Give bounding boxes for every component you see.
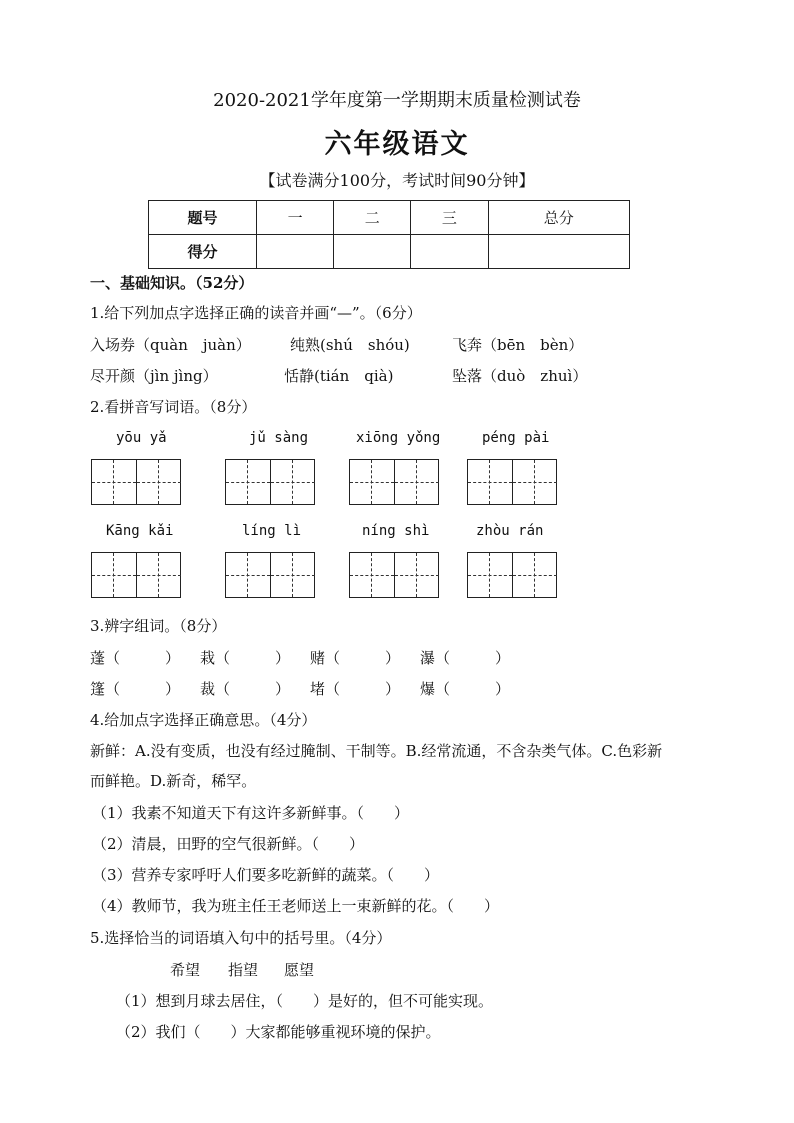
word-choice: 指望 bbox=[228, 961, 259, 979]
reading-item: 恬静(tián qià) bbox=[284, 367, 394, 385]
score-header-cell: 题号 bbox=[149, 201, 257, 235]
word-item[interactable]: 裁（ ） bbox=[200, 680, 291, 698]
score-row-label: 得分 bbox=[149, 235, 257, 269]
writing-grid[interactable] bbox=[467, 552, 557, 598]
sub-question[interactable]: （2）清晨，田野的空气很新鲜。（ ） bbox=[92, 835, 365, 853]
subject-title: 六年级语文 bbox=[324, 129, 470, 160]
score-cell[interactable] bbox=[334, 235, 411, 269]
writing-grid[interactable] bbox=[467, 459, 557, 505]
writing-grid[interactable] bbox=[349, 459, 439, 505]
word-item[interactable]: 栽（ ） bbox=[200, 649, 291, 667]
score-header-cell: 二 bbox=[334, 201, 411, 235]
score-cell[interactable] bbox=[411, 235, 488, 269]
pinyin-label: líng lì bbox=[242, 523, 302, 539]
word-item[interactable]: 蓬（ ） bbox=[90, 649, 181, 667]
section-title: 一、基础知识。（52分） bbox=[90, 274, 254, 292]
score-header-cell: 三 bbox=[411, 201, 488, 235]
pinyin-label: zhòu rán bbox=[476, 523, 544, 539]
score-table bbox=[148, 200, 630, 269]
score-header-cell: 一 bbox=[257, 201, 334, 235]
score-cell[interactable] bbox=[488, 235, 629, 269]
score-table-row bbox=[149, 235, 630, 269]
writing-grid[interactable] bbox=[91, 459, 181, 505]
pinyin-label: péng pài bbox=[482, 430, 550, 446]
score-cell[interactable] bbox=[257, 235, 334, 269]
writing-grid[interactable] bbox=[91, 552, 181, 598]
word-item[interactable]: 篷（ ） bbox=[90, 680, 181, 698]
exam-note: 【试卷满分100分，考试时间90分钟】 bbox=[259, 171, 535, 190]
reading-item: 飞奔（bēn bèn） bbox=[452, 336, 584, 354]
writing-grid[interactable] bbox=[349, 552, 439, 598]
reading-item: 坠落（duò zhuì） bbox=[452, 367, 588, 385]
pinyin-label: Kāng kǎi bbox=[106, 523, 174, 539]
question-prompt: 3.辨字组词。（8分） bbox=[90, 617, 227, 635]
sub-question[interactable]: （3）营养专家呼吁人们要多吃新鲜的蔬菜。（ ） bbox=[92, 866, 440, 884]
definition-line: 而鲜艳。D.新奇，稀罕。 bbox=[90, 772, 257, 790]
score-header-cell: 总分 bbox=[488, 201, 629, 235]
pinyin-label: yōu yǎ bbox=[116, 430, 167, 446]
word-choice: 愿望 bbox=[284, 961, 315, 979]
pinyin-label: níng shì bbox=[362, 523, 430, 539]
word-item[interactable]: 瀑（ ） bbox=[420, 649, 511, 667]
question-prompt: 4.给加点字选择正确意思。（4分） bbox=[90, 711, 317, 729]
reading-item: 入场券（quàn juàn） bbox=[90, 336, 251, 354]
question-prompt: 2.看拼音写词语。（8分） bbox=[90, 398, 257, 416]
word-choice: 希望 bbox=[170, 961, 201, 979]
question-prompt: 1.给下列加点字选择正确的读音并画“—”。（6分） bbox=[90, 304, 422, 322]
writing-grid[interactable] bbox=[225, 552, 315, 598]
sub-question[interactable]: （1）想到月球去居住，（ ）是好的，但不可能实现。 bbox=[116, 992, 494, 1010]
word-item[interactable]: 堵（ ） bbox=[310, 680, 401, 698]
pinyin-label: jǔ sàng bbox=[249, 430, 309, 446]
word-item[interactable]: 爆（ ） bbox=[420, 680, 511, 698]
sub-question[interactable]: （2）我们（ ）大家都能够重视环境的保护。 bbox=[116, 1023, 441, 1041]
reading-item: 纯熟(shú shóu) bbox=[290, 336, 410, 354]
exam-title: 2020-2021学年度第一学期期末质量检测试卷 bbox=[213, 90, 581, 111]
sub-question[interactable]: （4）教师节，我为班主任王老师送上一束新鲜的花。（ ） bbox=[92, 897, 500, 915]
sub-question[interactable]: （1）我素不知道天下有这许多新鲜事。（ ） bbox=[92, 804, 410, 822]
writing-grid[interactable] bbox=[225, 459, 315, 505]
definition-line: 新鲜：A.没有变质，也没有经过腌制、干制等。B.经常流通，不含杂类气体。C.色彩新 bbox=[90, 742, 663, 760]
reading-item: 尽开颜（jìn jìng） bbox=[90, 367, 218, 385]
score-table-header-row bbox=[149, 201, 630, 235]
pinyin-label: xiōng yǒng bbox=[356, 430, 441, 446]
question-prompt: 5.选择恰当的词语填入句中的括号里。（4分） bbox=[90, 929, 392, 947]
word-item[interactable]: 赌（ ） bbox=[310, 649, 401, 667]
